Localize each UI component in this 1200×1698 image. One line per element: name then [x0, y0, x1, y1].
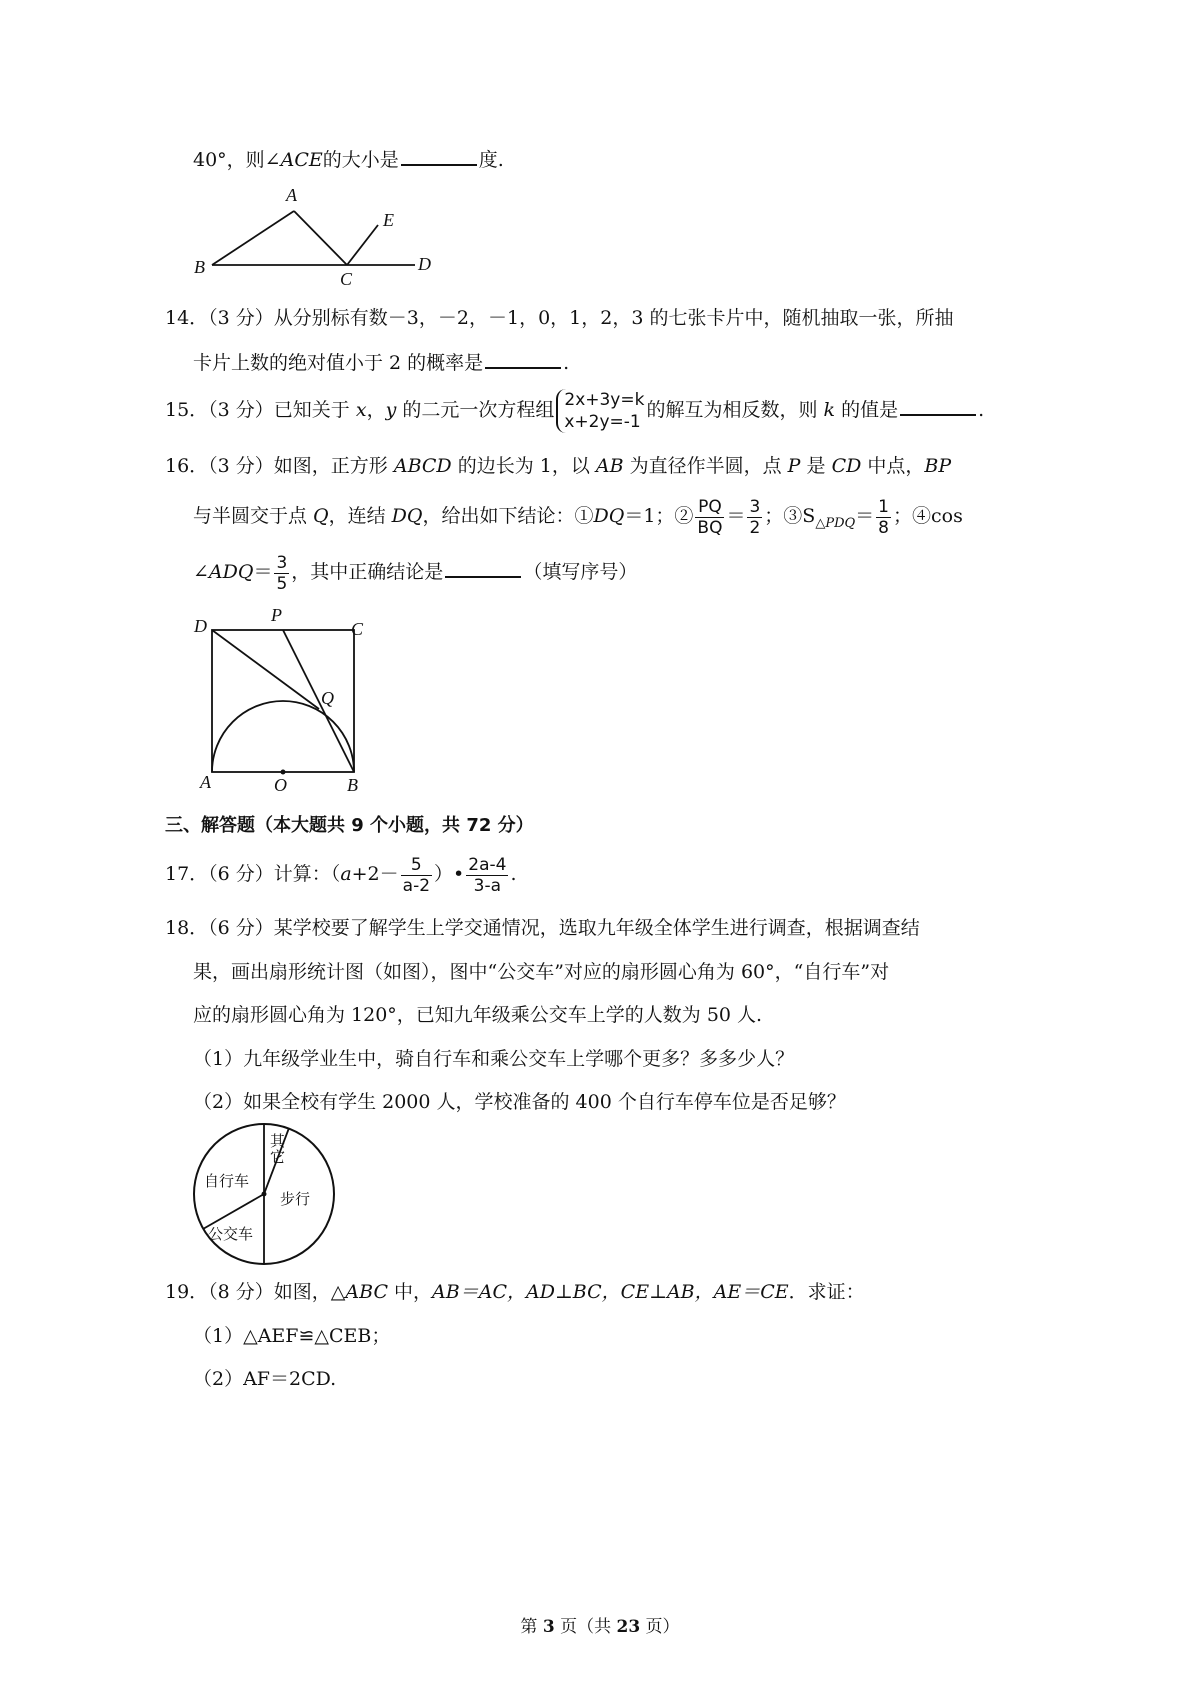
q18-part2: （2）如果全校有学生 2000 人，学校准备的 400 个自行车停车位是否足够？ — [193, 1091, 846, 1113]
fraction-3-5: $\frac{3}{5}$ — [276, 552, 288, 594]
label-a: A — [286, 185, 297, 205]
answer-blank[interactable] — [485, 349, 561, 369]
answer-blank[interactable] — [900, 396, 976, 416]
label-p: P — [271, 605, 282, 625]
q17-line: 17．（6 分）计算：（a+2－ $\frac{5}{a-2}$ ）• $\frac{2a-4}{3-a}$ . — [165, 854, 517, 896]
pie-label-other-2: 它 — [270, 1148, 286, 1166]
segment-ce — [347, 225, 378, 265]
label-c: C — [351, 619, 364, 639]
q13-line: 40°，则∠ACE的大小是 度. — [193, 146, 504, 174]
q18-line3: 应的扇形圆心角为 120°，已知九年级乘公交车上学的人数为 50 人. — [193, 1004, 763, 1026]
pie-label-other-1: 其 — [270, 1132, 286, 1150]
pie-label-walk: 步行 — [280, 1190, 311, 1208]
label-d: D — [194, 616, 207, 636]
fraction-5-a2: $\frac{5}{a-2}$ — [402, 854, 431, 896]
fraction-pq-bq: $\frac{PQ}{BQ}$ — [697, 496, 723, 538]
q16-line2: 与半圆交于点 Q，连结 DQ，给出如下结论：①DQ＝1；② $\frac{PQ}{BQ}$ ＝ $\frac{3}{2}$ ；$③S_{\triangle PDQ}=$ $\frac{1}{8}$ ；④cos — [193, 496, 963, 538]
q16-line3: ∠ADQ＝ $\frac{3}{5}$ ，其中正确结论是 （填写序号） — [193, 552, 638, 594]
pie-label-bus: 公交车 — [208, 1225, 254, 1243]
pie-chart — [190, 1120, 340, 1270]
q18-line2: 果，画出扇形统计图（如图），图中“公交车”对应的扇形圆心角为 60°，“自行车”对 — [193, 961, 890, 983]
fraction-2a4-3a: $\frac{2a-4}{3-a}$ — [468, 854, 507, 896]
equation-system: 2x+3y=k x+2y=-1 — [556, 389, 644, 433]
label-a: A — [200, 772, 211, 792]
q18-line1: 18．（6 分）某学校要了解学生上学交通情况，选取九年级全体学生进行调查，根据调查结 — [165, 917, 920, 939]
pie-slice-boundary-bike-bus — [203, 1194, 264, 1229]
q19-part2: （2）AF＝2CD. — [193, 1368, 337, 1390]
segment-ba — [212, 211, 294, 265]
answer-blank[interactable] — [445, 558, 521, 578]
fraction-3-2: $\frac{3}{2}$ — [749, 496, 761, 538]
section-heading: 三、解答题（本大题共 9 个小题，共 72 分） — [165, 815, 534, 836]
label-q: Q — [321, 688, 334, 708]
page-footer: 第 3 页（共 23 页） — [520, 1617, 680, 1637]
q15-line: 15．（3 分）已知关于 x，y 的二元一次方程组 2x+3y=k x+2y=-1 的解互为相反数，则 k 的值是 . — [165, 390, 985, 432]
segment-ac — [294, 211, 347, 265]
q16-line1: 16．（3 分）如图，正方形 ABCD 的边长为 1，以 AB 为直径作半圆，点 P 是 CD 中点，BP — [165, 455, 952, 477]
label-c: C — [340, 269, 353, 288]
label-b: B — [347, 775, 358, 795]
fraction-1-8: $\frac{1}{8}$ — [878, 496, 889, 538]
label-d: D — [418, 254, 431, 274]
semicircle — [212, 701, 354, 772]
q14-line2: 卡片上数的绝对值小于 2 的概率是 . — [193, 349, 569, 377]
figure-q16 — [190, 605, 390, 797]
label-o: O — [274, 775, 287, 795]
point-o — [281, 770, 286, 775]
pie-center — [262, 1192, 267, 1197]
answer-blank[interactable] — [401, 146, 477, 166]
label-b: B — [194, 257, 205, 277]
label-e: E — [383, 210, 394, 230]
q18-part1: （1）九年级学业生中，骑自行车和乘公交车上学哪个更多？多多少人？ — [193, 1048, 795, 1070]
q19-part1: （1）△AEF≌△CEB； — [193, 1325, 391, 1347]
q19-line1: 19．（8 分）如图，△ABC 中，AB＝AC，AD⊥BC，CE⊥AB，AE＝CE．求证： — [165, 1281, 865, 1303]
q14-line1: 14．（3 分）从分别标有数－3，－2，－1，0，1，2，3 的七张卡片中，随机抽取一张，所抽 — [165, 307, 954, 329]
pie-label-bike: 自行车 — [204, 1172, 250, 1190]
figure-q13 — [190, 183, 450, 288]
